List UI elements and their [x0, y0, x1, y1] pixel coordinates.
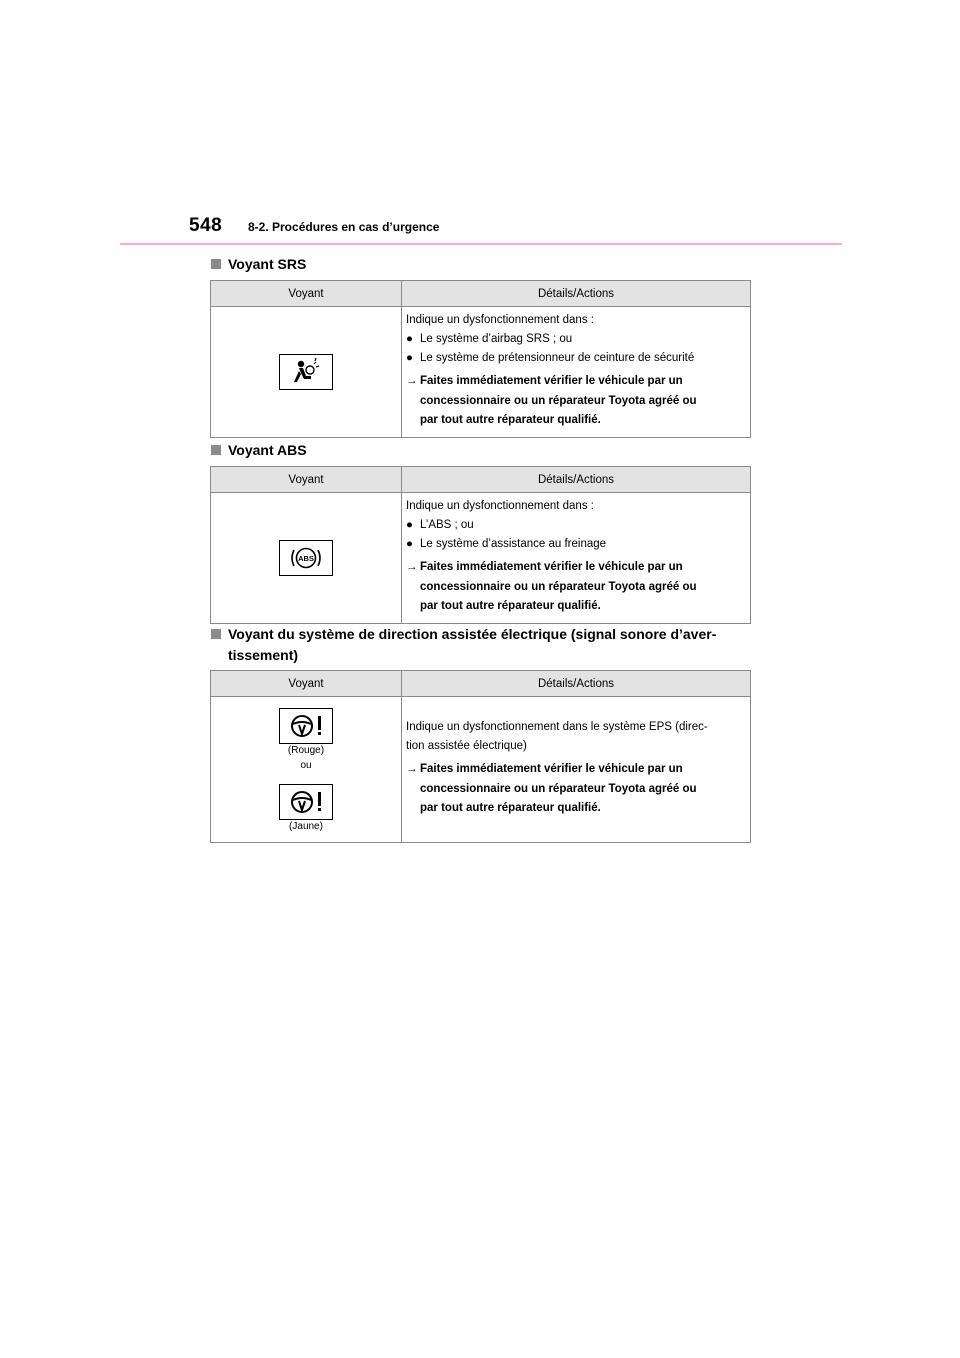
abs-bullet-2-text: Le système d’assistance au freinage [420, 538, 607, 550]
srs-table [210, 280, 751, 438]
srs-icon-cell [211, 307, 402, 438]
col-header-details: Détails/Actions [402, 281, 751, 307]
bullet-icon: ● [406, 538, 413, 550]
heading-abs [211, 440, 307, 461]
abs-action-line-3: par tout autre réparateur qualifié. [420, 600, 601, 612]
header-rule [120, 243, 842, 245]
eps-table [210, 670, 751, 843]
srs-bullet-2 [406, 349, 744, 368]
srs-bullet-1-text: Le système d’airbag SRS ; ou [420, 333, 573, 345]
col-header-voyant: Voyant [211, 281, 402, 307]
col-header-voyant: Voyant [211, 467, 402, 493]
col-header-voyant: Voyant [211, 671, 402, 697]
eps-icon-cell [211, 697, 402, 843]
heading-eps [211, 624, 716, 666]
arrow-icon: → [406, 561, 418, 573]
caption-red: (Rouge) [287, 745, 325, 756]
abs-bullet-1-text: L’ABS ; ou [420, 519, 474, 531]
eps-action-line-1: Faites immédiatement vérifier le véhicule par un [420, 763, 683, 776]
eps-action-line-3: par tout autre réparateur qualifié. [420, 802, 601, 815]
srs-action-line-1: Faites immédiatement vérifier le véhicule par un [420, 375, 683, 387]
eps-intro-line-1: Indique un dysfonctionnement dans le système EPS (direc- [406, 721, 708, 734]
page-number: 548 [189, 215, 223, 236]
abs-bullet-1 [406, 516, 744, 535]
abs-table [210, 466, 751, 624]
abs-intro: Indique un dysfonctionnement dans : [406, 500, 594, 512]
square-bullet-icon [211, 259, 221, 269]
srs-action [406, 372, 744, 431]
srs-details-cell [402, 307, 751, 438]
eps-intro [406, 718, 744, 756]
abs-icon-cell [211, 493, 402, 624]
abs-action-line-2: concessionnaire ou un réparateur Toyota agréé ou [420, 580, 697, 593]
airbag-warning-icon [279, 354, 333, 390]
caption-or: ou [300, 760, 312, 771]
abs-details-cell [402, 493, 751, 624]
steering-warning-icon [279, 784, 333, 820]
abs-action [406, 558, 744, 617]
heading-srs [211, 254, 306, 275]
svg-text:ABS: ABS [298, 553, 314, 563]
eps-action [406, 760, 744, 819]
eps-details-cell [402, 697, 751, 843]
col-header-details: Détails/Actions [402, 671, 751, 697]
srs-bullet-1 [406, 330, 744, 349]
srs-bullet-2-text: Le système de prétensionneur de ceinture de sécurité [420, 352, 695, 364]
bullet-icon: ● [406, 352, 413, 364]
heading-eps-line-2: tissement) [228, 647, 299, 663]
eps-action-line-2: concessionnaire ou un réparateur Toyota agréé ou [420, 782, 697, 795]
srs-action-line-2: concessionnaire ou un réparateur Toyota agréé ou [420, 394, 697, 407]
arrow-icon: → [406, 375, 418, 387]
heading-eps-line-1: Voyant du système de direction assistée électrique (signal sonore d’aver- [228, 626, 717, 642]
caption-yellow: (Jaune) [289, 821, 323, 832]
section-title: 8-2. Procédures en cas d’urgence [248, 220, 440, 234]
srs-action-line-3: par tout autre réparateur qualifié. [420, 414, 601, 426]
abs-action-line-1: Faites immédiatement vérifier le véhicule par un [420, 561, 683, 573]
steering-warning-icon [279, 708, 333, 744]
abs-bullet-2 [406, 535, 744, 554]
col-header-details: Détails/Actions [402, 467, 751, 493]
bullet-icon: ● [406, 333, 413, 345]
bullet-icon: ● [406, 519, 413, 531]
heading-srs-text: Voyant SRS [228, 256, 307, 272]
srs-intro: Indique un dysfonctionnement dans : [406, 314, 594, 326]
square-bullet-icon [211, 629, 221, 639]
abs-warning-icon [279, 540, 333, 576]
square-bullet-icon [211, 445, 221, 455]
heading-abs-text: Voyant ABS [228, 442, 307, 458]
eps-intro-line-2: tion assistée électrique) [406, 740, 527, 753]
arrow-icon: → [406, 763, 418, 776]
